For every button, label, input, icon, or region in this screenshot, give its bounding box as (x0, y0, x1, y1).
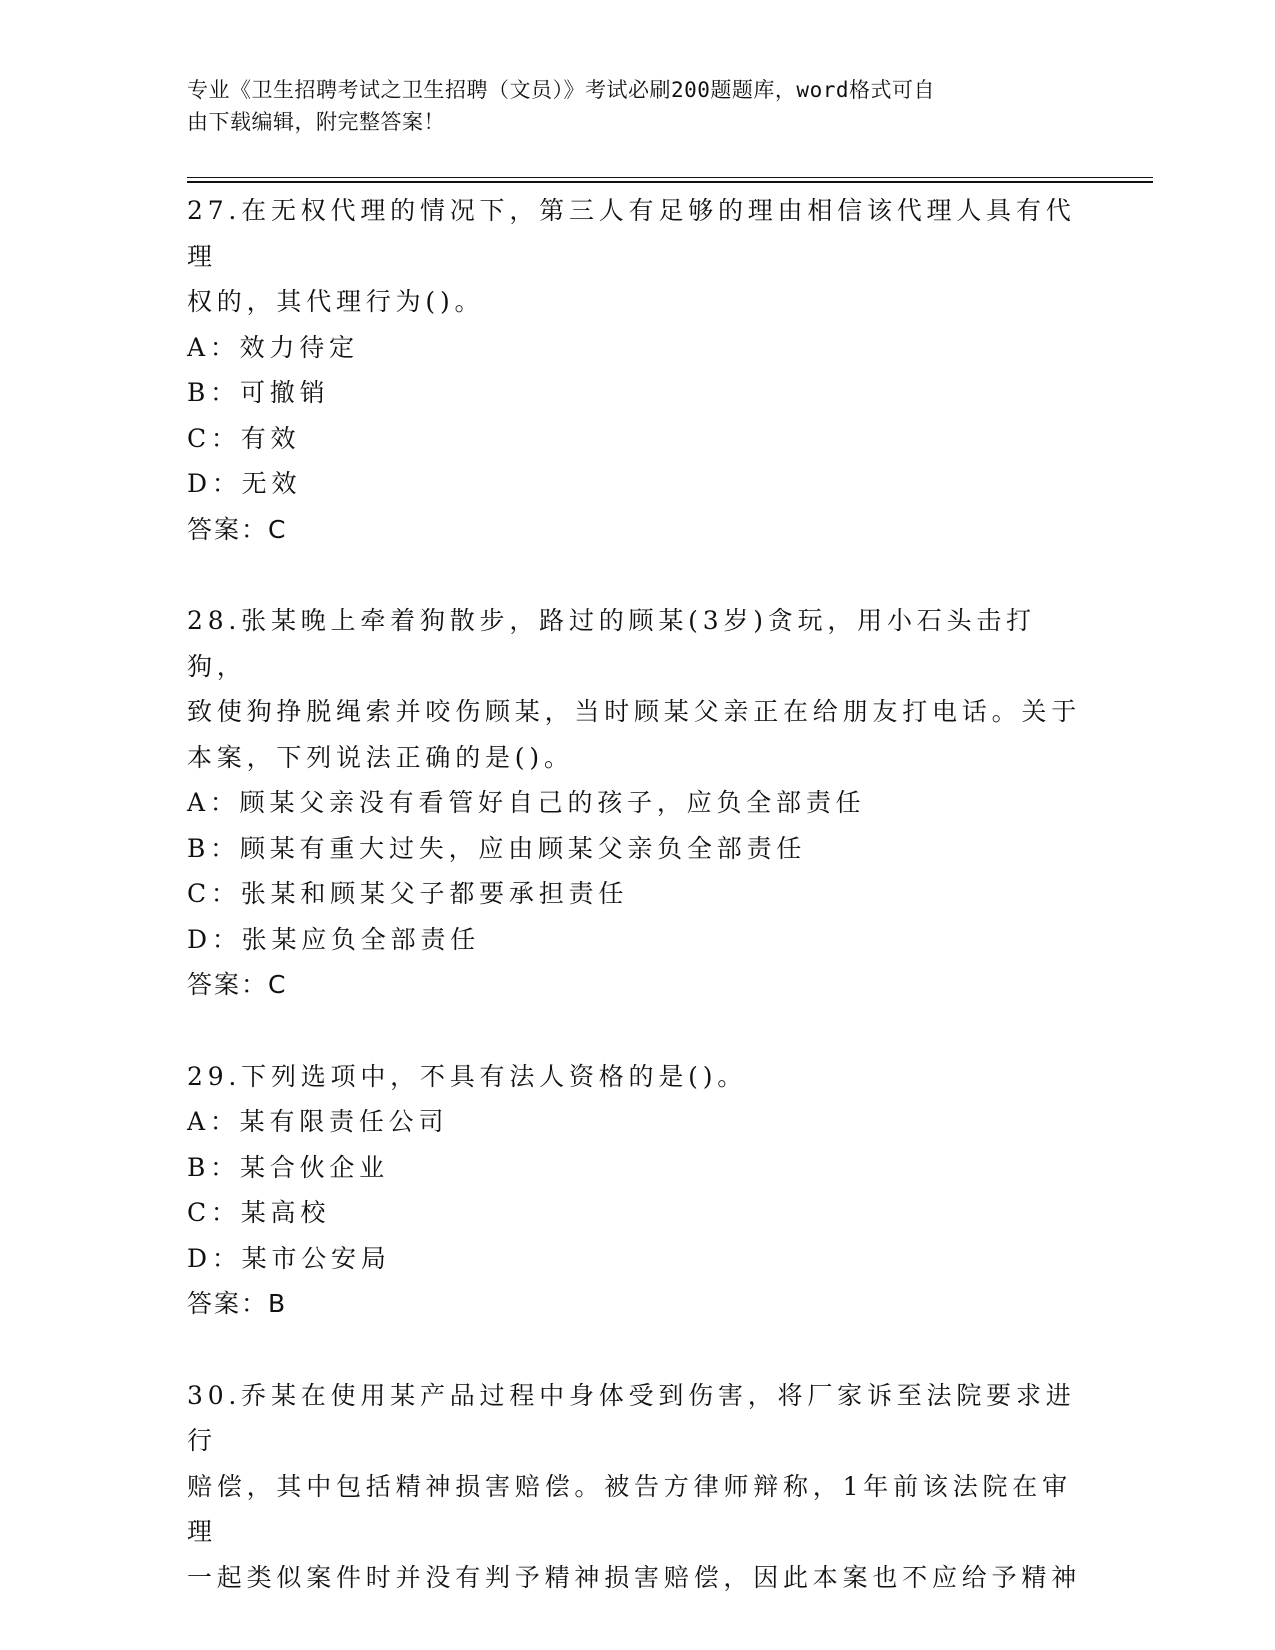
question-30 (187, 1373, 1087, 1601)
option-d: D：某市公安局 (187, 1243, 391, 1273)
option-c: C：某高校 (187, 1198, 331, 1227)
question-27 (187, 188, 1087, 552)
question-stem-line: 一起类似案件时并没有判予精神损害赔偿，因此本案也不应给予精神 (187, 1562, 1082, 1592)
question-stem-line: 27.在无权代理的情况下，第三人有足够的理由相信该代理人具有代理 (187, 196, 1076, 271)
question-stem-line: 30.乔某在使用某产品过程中身体受到伤害，将厂家诉至法院要求进行 (187, 1380, 1076, 1455)
question-stem-line: 赔偿，其中包括精神损害赔偿。被告方律师辩称，1年前该法院在审理 (187, 1471, 1072, 1546)
document-header (187, 74, 1087, 138)
option-d: D：无效 (187, 469, 302, 498)
header-line-1: 专业《卫生招聘考试之卫生招聘（文员）》考试必刷200题题库，word格式可自 (187, 78, 935, 102)
option-b: B：可撤销 (187, 378, 330, 407)
answer: 答案：C (187, 514, 288, 544)
question-stem-line: 权的，其代理行为()。 (187, 287, 485, 316)
question-list (187, 188, 1087, 1646)
option-d: D：张某应负全部责任 (187, 924, 481, 954)
option-a: A：某有限责任公司 (187, 1107, 449, 1136)
header-line-2: 由下载编辑，附完整答案！ (187, 110, 445, 134)
option-b: B：某合伙企业 (187, 1152, 389, 1182)
question-stem-line: 本案，下列说法正确的是()。 (187, 742, 574, 772)
option-a: A：顾某父亲没有看管好自己的孩子，应负全部责任 (187, 788, 866, 817)
option-b: B：顾某有重大过失，应由顾某父亲负全部责任 (187, 833, 807, 863)
option-a: A：效力待定 (187, 332, 359, 362)
header-divider-thin (187, 177, 1153, 178)
question-29 (187, 1054, 1087, 1327)
option-c: C：有效 (187, 423, 301, 453)
question-stem-line: 致使狗挣脱绳索并咬伤顾某，当时顾某父亲正在给朋友打电话。关于 (187, 697, 1082, 726)
question-28 (187, 598, 1087, 1008)
header-divider-thick (187, 181, 1153, 183)
question-stem-line: 29.下列选项中，不具有法人资格的是()。 (187, 1061, 748, 1091)
answer: 答案：C (187, 970, 288, 999)
option-c: C：张某和顾某父子都要承担责任 (187, 879, 629, 908)
question-stem-line: 28.张某晚上牵着狗散步，路过的顾某(3岁)贪玩，用小石头击打狗， (187, 606, 1036, 681)
answer: 答案：B (187, 1289, 288, 1318)
